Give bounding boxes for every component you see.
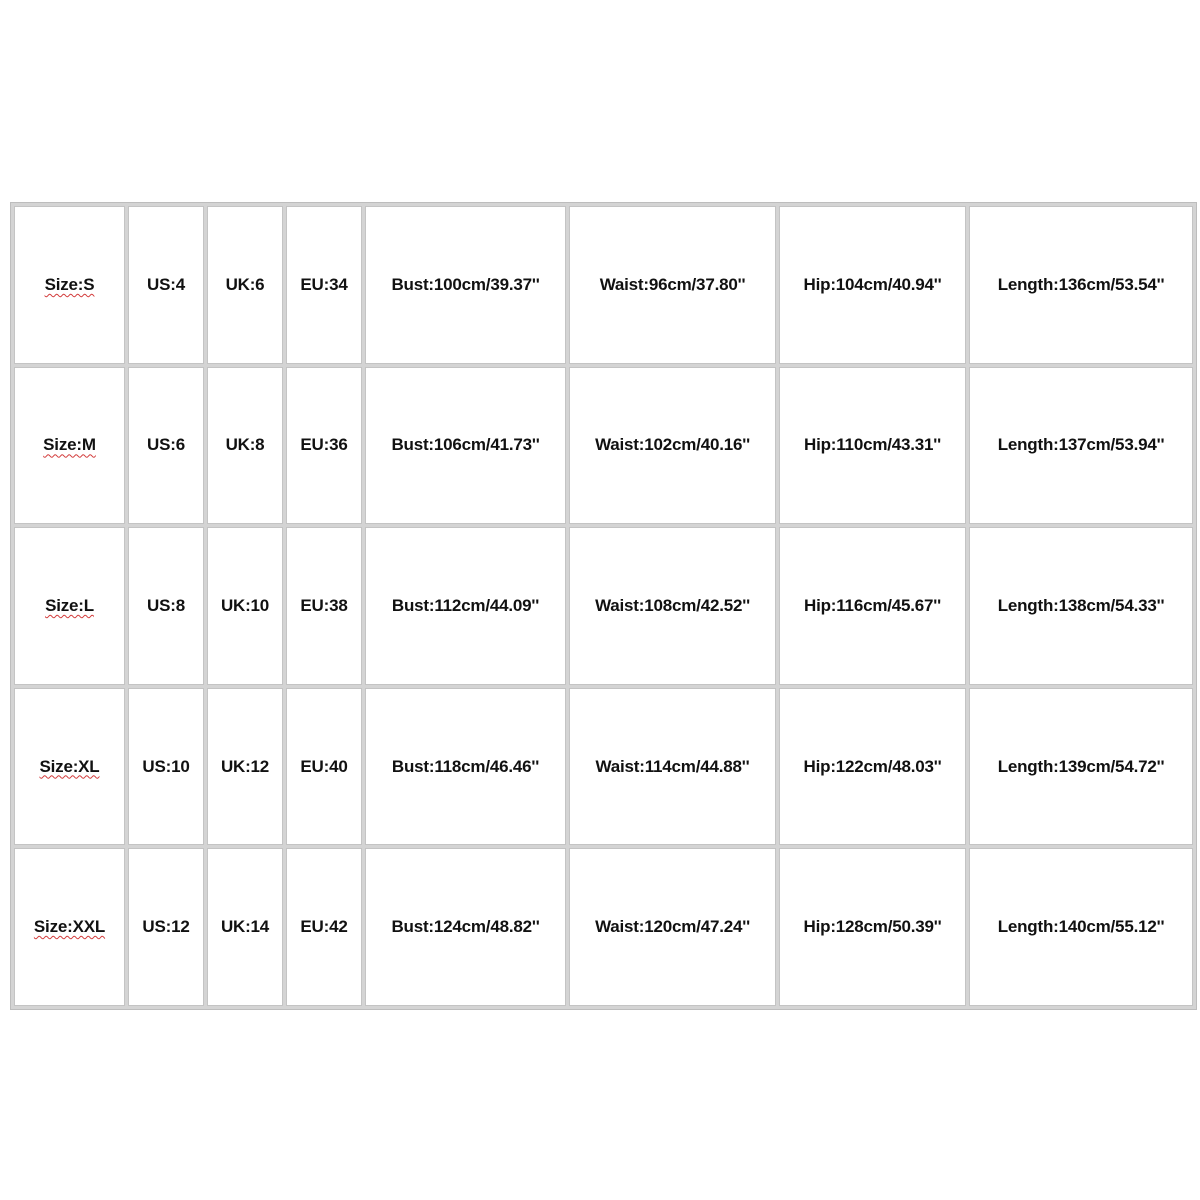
eu-size-cell: EU:42	[286, 848, 362, 1006]
waist-cell: Waist:108cm/42.52''	[569, 527, 776, 685]
us-size-cell: US:4	[128, 206, 204, 364]
bust-cell: Bust:124cm/48.82''	[365, 848, 566, 1006]
size-row-l	[14, 527, 1193, 685]
uk-size-cell: UK:6	[207, 206, 283, 364]
eu-size-cell: EU:34	[286, 206, 362, 364]
us-size-cell: US:12	[128, 848, 204, 1006]
us-size-cell: US:8	[128, 527, 204, 685]
size-cell	[14, 688, 125, 846]
length-cell: Length:140cm/55.12''	[969, 848, 1193, 1006]
length-cell: Length:138cm/54.33''	[969, 527, 1193, 685]
size-label: Size:L	[45, 595, 94, 615]
bust-cell: Bust:106cm/41.73''	[365, 367, 566, 525]
bust-cell: Bust:118cm/46.46''	[365, 688, 566, 846]
waist-cell: Waist:96cm/37.80''	[569, 206, 776, 364]
uk-size-cell: UK:12	[207, 688, 283, 846]
uk-size-cell: UK:10	[207, 527, 283, 685]
hip-cell: Hip:122cm/48.03''	[779, 688, 966, 846]
size-row-xl	[14, 688, 1193, 846]
hip-cell: Hip:104cm/40.94''	[779, 206, 966, 364]
hip-cell: Hip:128cm/50.39''	[779, 848, 966, 1006]
eu-size-cell: EU:36	[286, 367, 362, 525]
waist-cell: Waist:102cm/40.16''	[569, 367, 776, 525]
hip-cell: Hip:116cm/45.67''	[779, 527, 966, 685]
length-cell: Length:137cm/53.94''	[969, 367, 1193, 525]
length-cell: Length:139cm/54.72''	[969, 688, 1193, 846]
length-cell: Length:136cm/53.54''	[969, 206, 1193, 364]
size-label: Size:S	[44, 274, 95, 294]
bust-cell: Bust:112cm/44.09''	[365, 527, 566, 685]
us-size-cell: US:10	[128, 688, 204, 846]
size-label: Size:M	[43, 435, 96, 455]
size-row-xxl	[14, 848, 1193, 1006]
size-cell	[14, 848, 125, 1006]
bust-cell: Bust:100cm/39.37''	[365, 206, 566, 364]
size-row-m	[14, 367, 1193, 525]
eu-size-cell: EU:38	[286, 527, 362, 685]
size-chart-table	[10, 202, 1197, 1010]
uk-size-cell: UK:14	[207, 848, 283, 1006]
size-cell	[14, 367, 125, 525]
waist-cell: Waist:120cm/47.24''	[569, 848, 776, 1006]
size-label: Size:XXL	[33, 917, 106, 937]
eu-size-cell: EU:40	[286, 688, 362, 846]
hip-cell: Hip:110cm/43.31''	[779, 367, 966, 525]
size-row-s	[14, 206, 1193, 364]
size-label: Size:XL	[39, 756, 100, 776]
size-cell	[14, 206, 125, 364]
us-size-cell: US:6	[128, 367, 204, 525]
uk-size-cell: UK:8	[207, 367, 283, 525]
waist-cell: Waist:114cm/44.88''	[569, 688, 776, 846]
size-cell	[14, 527, 125, 685]
